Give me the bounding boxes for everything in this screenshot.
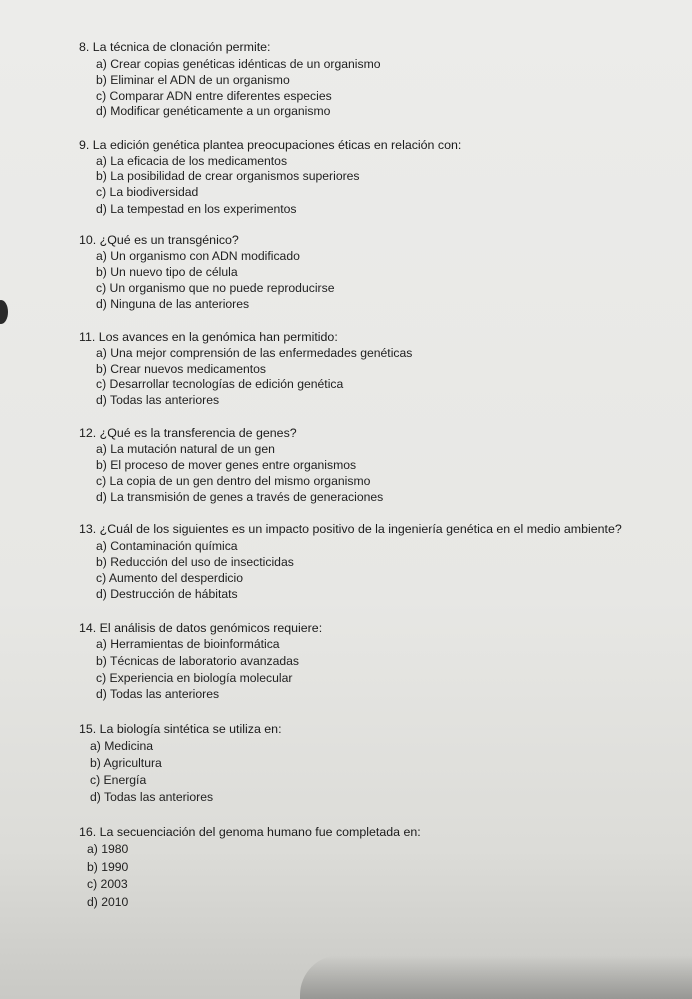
question-9-option-d: d) La tempestad en los experimentos (96, 202, 297, 216)
question-11-option-c: c) Desarrollar tecnologías de edición genética (96, 377, 344, 391)
question-8-option-d: d) Modificar genéticamente a un organismo (96, 104, 331, 118)
question-10-option-b: b) Un nuevo tipo de célula (96, 265, 238, 279)
question-13-option-d: d) Destrucción de hábitats (96, 587, 238, 601)
question-13: 13. ¿Cuál de los siguientes es un impacto positivo de la ingeniería genética en el medio ambiente? (79, 522, 622, 536)
question-10: 10. ¿Qué es un transgénico? (79, 233, 239, 247)
question-8-option-b: b) Eliminar el ADN de un organismo (96, 73, 290, 87)
question-10-option-d: d) Ninguna de las anteriores (96, 297, 250, 311)
question-16: 16. La secuenciación del genoma humano fue completada en: (79, 825, 421, 839)
question-16-option-d: d) 2010 (87, 895, 129, 909)
question-11-option-b: b) Crear nuevos medicamentos (96, 362, 267, 376)
question-9: 9. La edición genética plantea preocupaciones éticas en relación con: (79, 138, 462, 152)
question-11-option-a: a) Una mejor comprensión de las enfermedades genéticas (96, 346, 413, 360)
question-8: 8. La técnica de clonación permite: (79, 40, 271, 54)
question-11: 11. Los avances en la genómica han permitido: (79, 330, 338, 344)
question-13-option-a: a) Contaminación química (96, 539, 238, 553)
question-14: 14. El análisis de datos genómicos requiere: (79, 621, 323, 635)
question-14-option-b: b) Técnicas de laboratorio avanzadas (96, 654, 300, 668)
question-9-option-a: a) La eficacia de los medicamentos (96, 154, 288, 168)
question-11-option-d: d) Todas las anteriores (96, 393, 220, 407)
question-10-option-c: c) Un organismo que no puede reproducirse (96, 281, 335, 295)
question-14-option-a: a) Herramientas de bioinformática (96, 637, 280, 651)
question-15-option-a: a) Medicina (90, 739, 153, 753)
question-16-option-c: c) 2003 (87, 877, 128, 891)
question-9-option-c: c) La biodiversidad (96, 185, 199, 199)
question-8-option-c: c) Comparar ADN entre diferentes especies (96, 89, 332, 103)
question-12: 12. ¿Qué es la transferencia de genes? (79, 426, 297, 440)
question-13-option-b: b) Reducción del uso de insecticidas (96, 555, 294, 569)
shadow (300, 955, 692, 999)
question-12-option-c: c) La copia de un gen dentro del mismo organismo (96, 474, 371, 488)
question-12-option-a: a) La mutación natural de un gen (96, 442, 275, 456)
question-16-option-b: b) 1990 (87, 860, 129, 874)
question-8-option-a: a) Crear copias genéticas idénticas de un organismo (96, 57, 381, 71)
question-14-option-d: d) Todas las anteriores (96, 687, 220, 701)
question-9-option-b: b) La posibilidad de crear organismos superiores (96, 169, 360, 183)
question-14-option-c: c) Experiencia en biología molecular (96, 671, 293, 685)
question-15-option-c: c) Energía (90, 773, 147, 787)
question-16-option-a: a) 1980 (87, 842, 129, 856)
question-15-option-d: d) Todas las anteriores (90, 790, 214, 804)
question-12-option-b: b) El proceso de mover genes entre organismos (96, 458, 357, 472)
question-15: 15. La biología sintética se utiliza en: (79, 722, 282, 736)
question-10-option-a: a) Un organismo con ADN modificado (96, 249, 300, 263)
question-15-option-b: b) Agricultura (90, 756, 162, 770)
question-12-option-d: d) La transmisión de genes a través de generaciones (96, 490, 384, 504)
question-13-option-c: c) Aumento del desperdicio (96, 571, 244, 585)
